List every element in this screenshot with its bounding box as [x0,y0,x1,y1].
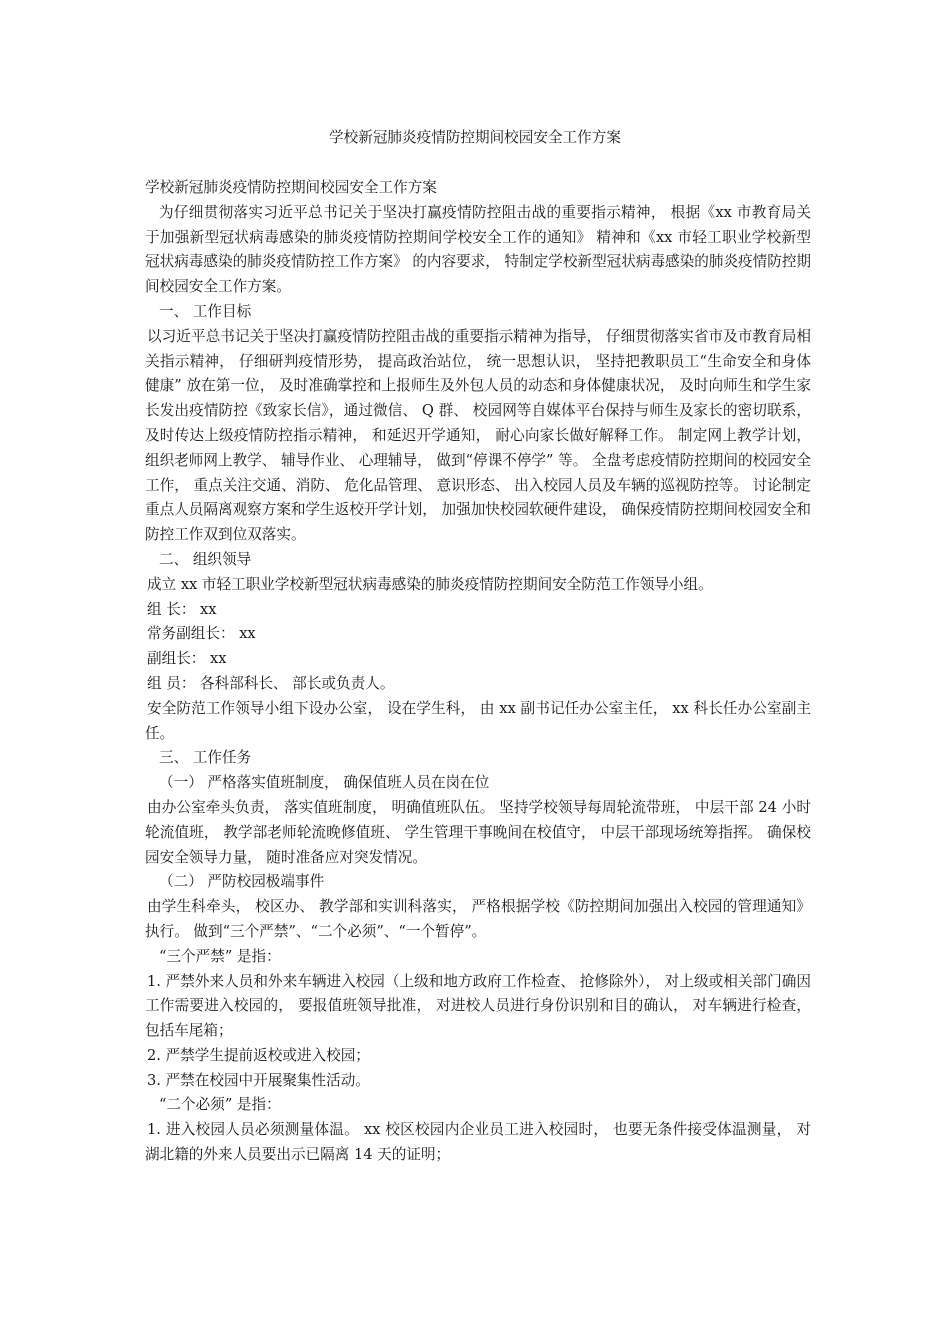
subsection-heading-prevention: （二） 严防校园极端事件 [159,873,325,891]
prohibition-item-3: 3. 严禁在校园中开展聚集性活动。 [147,1071,370,1089]
leader-line: 组 长： xx [147,600,217,618]
paragraph-duty: 由办公室牵头负责， 落实值班制度， 明确值班队伍。 坚持学校领导每周轮流带班， 中层干部 24 小时轮流值班， 教学部老师轮流晚修值班、 学生管理干事晚间在校值守， 中层干部现场统筹指挥。 确保校园安全领导力量， 随时准备应对突发情况。 [145,798,811,866]
members-line: 组 员： 各科部科长、 部长或负责人。 [147,674,395,692]
paragraph-leadership: 成立 xx 市轻工职业学校新型冠状病毒感染的肺炎疫情防控期间安全防范工作领导小组。 [147,575,713,593]
paragraph-heading: 学校新冠肺炎疫情防控期间校园安全工作方案 [145,179,437,196]
section-heading-leadership: 二、 组织领导 [159,550,252,568]
subsection-heading-duty: （一） 严格落实值班制度， 确保值班人员在岗在位 [159,774,490,792]
paragraph-office: 安全防范工作领导小组下设办公室， 设在学生科， 由 xx 副书记任办公室主任， xx 科长任办公室副主任。 [145,699,811,742]
paragraph-intro: 为仔细贯彻落实习近平总书记关于坚决打赢疫情防控阻击战的重要指示精神， 根据《xx 市教育局关于加强新型冠状病毒感染的肺炎疫情防控期间学校安全工作的通知》 精神和《xx 市轻工职业学校新型冠状病毒感染的肺炎疫情防控工作方案》 的内容要求， 特制定学校新型冠状病毒感染的肺炎疫情防控期间校园安全工作方案。 [145,203,812,296]
document-title: 学校新冠肺炎疫情防控期间校园安全工作方案 [329,129,621,146]
prohibition-item-2: 2. 严禁学生提前返校或进入校园； [147,1046,370,1064]
paragraph-goals: 以习近平总书记关于坚决打赢疫情防控阻击战的重要指示精神为指导， 仔细贯彻落实省市及市教育局相关指示精神， 仔细研判疫情形势， 提高政治站位， 统一思想认识， 坚持把教职员工“生命安全和身体健康” 放在第一位， 及时准确掌控和上报师生及外包人员的动态和身体健康状况， 及时向师生和学生家长发出疫情防控《致家长信》，通过微信、 Q 群、 校园网等自媒体平台保持与师生及家长的密切联系，及时传达上级疫情防控指示精神， 和延迟开学通知， 耐心向家长做好解释工作。 制定网上教学计划， 组织老师网上教学、 辅导作业、 心理辅导， 做到“停课不停学” 等。 全盘考虑疫情防控期间的校园安全工作， 重点关注交通、消防、 危化品管理、 意识形态、 出入校园人员及车辆的巡视防控等。 讨论制定重点人员隔离观察方案和学生返校开学计划， 加强加快校园软硬件建设， 确保疫情防控期间校园安全和防控工作双到位双落实。 [145,327,812,544]
section-heading-goals: 一、 工作目标 [159,302,252,320]
deputy-line: 副组长： xx [147,650,227,668]
three-prohibitions-heading: “三个严禁” 是指： [159,947,281,965]
paragraph-prevention: 由学生科牵头， 校区办、 教学部和实训科落实， 严格根据学校《防控期间加强出入校园的管理通知》 执行。 做到“三个严禁”、“二个必须”、“一个暂停”。 [145,898,811,940]
section-heading-tasks: 三、 工作任务 [159,749,252,767]
document-body [145,176,811,1168]
two-musts-heading: “二个必须” 是指： [159,1096,281,1114]
executive-deputy-line: 常务副组长： xx [147,625,256,643]
prohibition-item-1: 1. 严禁外来人员和外来车辆进入校园（上级和地方政府工作检查、 抢修除外）， 对上级或相关部门确因工作需要进入校园的， 要报值班领导批准， 对进校人员进行身份识别和目的确认， 对车辆进行检查， 包括车尾箱； [145,972,811,1040]
must-item-1: 1. 进入校园人员必须测量体温。 xx 校区校园内企业员工进入校园时， 也要无条件接受体温测量， 对湖北籍的外来人员要出示已隔离 14 天的证明； [145,1121,811,1164]
